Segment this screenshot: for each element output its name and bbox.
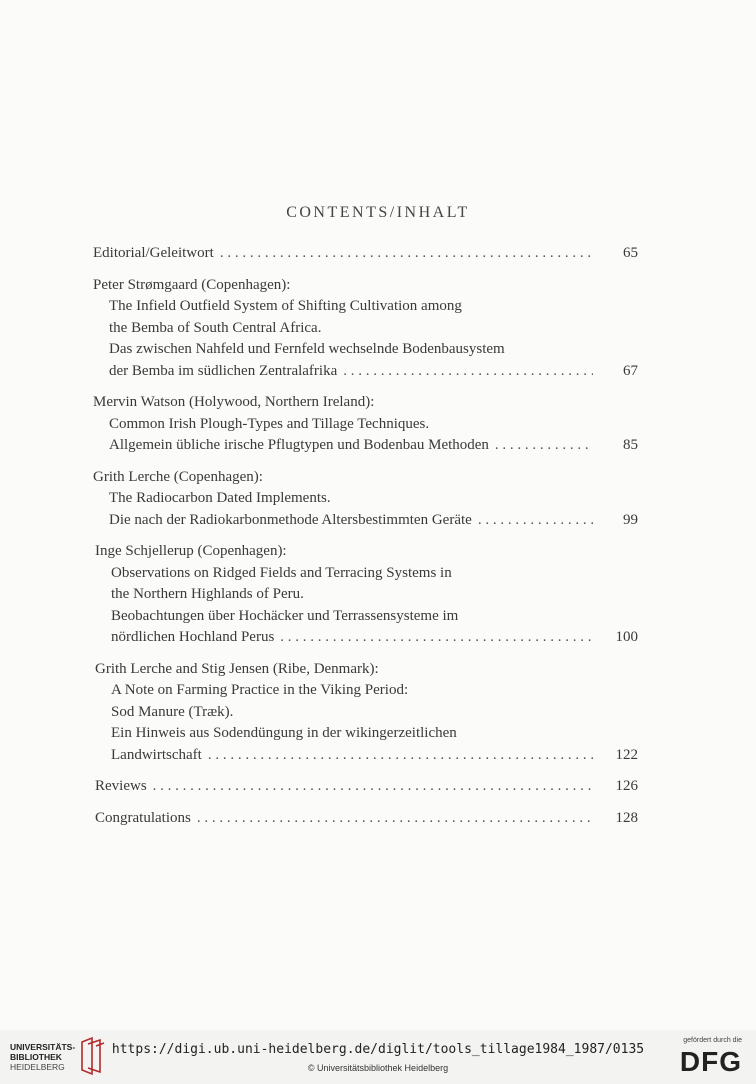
toc-entry-line: Das zwischen Nahfeld und Fernfeld wechselnde Bodenbausystem: [109, 341, 505, 357]
toc-entry-line: the Bemba of South Central Africa.: [109, 319, 322, 336]
page-number: 126: [615, 778, 638, 794]
table-of-contents: [0, 243, 756, 839]
toc-entry-author: Inge Schjellerup (Copenhagen):: [95, 543, 287, 559]
toc-entry-author: Mervin Watson (Holywood, Northern Ireland):: [93, 394, 375, 410]
toc-entry-title: Congratulations: [95, 809, 191, 826]
toc-entry-line: Common Irish Plough-Types and Tillage Techniques.: [109, 415, 430, 432]
viewer-footer: [0, 1030, 756, 1084]
dfg-logo: DFG: [679, 1046, 742, 1077]
toc-entry-line: Observations on Ridged Fields and Terracing Systems in: [111, 564, 452, 581]
page-number: 100: [615, 629, 638, 645]
toc-entry-congratulations: [0, 808, 756, 830]
page-number: 67: [623, 362, 638, 379]
toc-entry-line: nördlichen Hochland Perus: [111, 629, 275, 645]
page-number: 65: [623, 245, 638, 261]
dot-leader: [343, 361, 593, 383]
toc-entry-title: Reviews: [95, 778, 147, 794]
toc-entry-line: the Northern Highlands of Peru.: [111, 586, 304, 602]
library-name-line: HEIDELBERG: [10, 1062, 65, 1072]
page-number: 85: [623, 437, 638, 453]
toc-entry-watson: [0, 392, 756, 457]
permalink-url[interactable]: https://digi.ub.uni-heidelberg.de/diglit/tools_tillage1984_1987/0135: [111, 1042, 645, 1057]
funding-note: gefördert durch die: [683, 1037, 742, 1044]
toc-entry-lerche-jensen: [0, 659, 756, 767]
library-name-line: BIBLIOTHEK: [10, 1052, 62, 1062]
toc-entry-line: Sod Manure (Træk).: [111, 703, 234, 720]
toc-entry-author: Peter Strømgaard (Copenhagen):: [93, 276, 291, 293]
toc-entry-line: Ein Hinweis aus Sodendüngung in der wikingerzeitlichen: [111, 725, 457, 741]
toc-entry-editorial: [0, 243, 756, 265]
toc-entry-line: Beobachtungen über Hochäcker und Terrassensysteme im: [111, 607, 459, 624]
toc-entry-reviews: [0, 776, 756, 798]
dot-leader: [153, 776, 593, 798]
toc-entry-line: Allgemein übliche irische Pflugtypen und Bodenbau Methoden: [109, 437, 489, 453]
toc-entry-line: A Note on Farming Practice in the Viking Period:: [111, 682, 409, 698]
toc-entry-line: Landwirtschaft: [111, 746, 202, 763]
toc-entry-title: Editorial/Geleitwort: [93, 245, 214, 261]
toc-entry-author: Grith Lerche (Copenhagen):: [93, 468, 263, 485]
page-title: CONTENTS/INHALT: [286, 204, 470, 221]
toc-entry-line: The Infield Outfield System of Shifting Cultivation among: [109, 298, 462, 314]
toc-entry-line: Die nach der Radiokarbonmethode Altersbestimmten Geräte: [109, 511, 472, 528]
toc-entry-author: Grith Lerche and Stig Jensen (Ribe, Denmark):: [95, 660, 379, 677]
dot-leader: [495, 435, 593, 457]
toc-entry-line: The Radiocarbon Dated Implements.: [109, 490, 331, 506]
dot-leader: [280, 627, 593, 649]
toc-entry-line: der Bemba im südlichen Zentralafrika: [109, 362, 338, 379]
page-number: 122: [615, 746, 638, 763]
dot-leader: [220, 243, 593, 265]
toc-entry-stromgaard: [0, 275, 756, 383]
toc-entry-schjellerup: [0, 541, 756, 649]
copyright-notice: © Universitätsbibliothek Heidelberg: [307, 1063, 449, 1073]
toc-entry-lerche: [0, 467, 756, 532]
dot-leader: [208, 745, 593, 767]
dot-leader: [478, 510, 593, 532]
library-name-line: UNIVERSITÄTS-: [10, 1042, 76, 1052]
page-number: 99: [623, 511, 638, 528]
page-number: 128: [615, 809, 638, 826]
dot-leader: [197, 808, 593, 830]
